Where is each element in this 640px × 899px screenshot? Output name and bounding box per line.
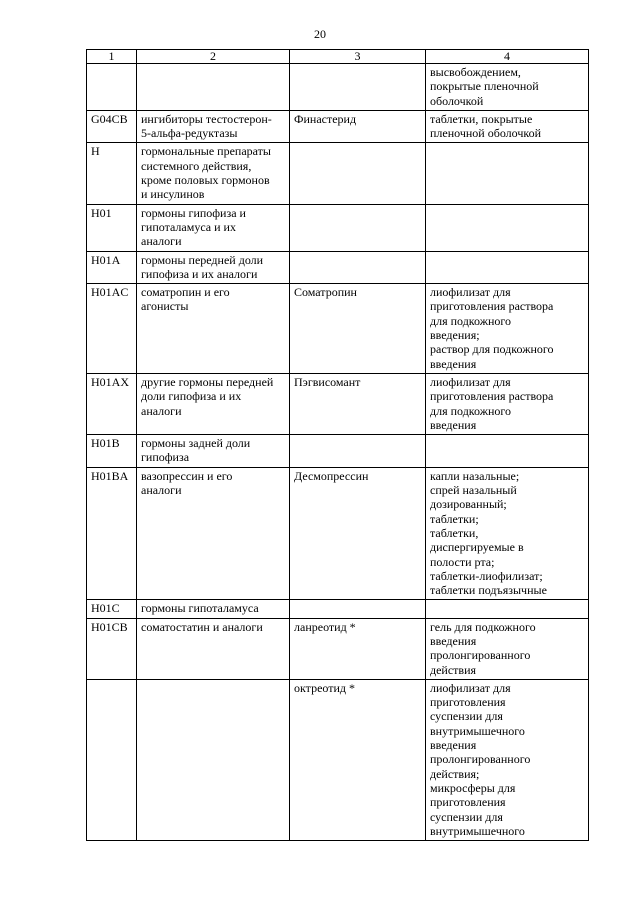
form-cell [426, 204, 589, 251]
form-cell [426, 251, 589, 284]
form-cell: лиофилизат для приготовления раствора для подкожного введения [426, 373, 589, 434]
table-row [87, 204, 589, 251]
group-cell [137, 64, 290, 111]
form-cell [426, 143, 589, 204]
atc-code-cell [87, 64, 137, 111]
medication-table [86, 49, 589, 841]
drug-cell: октреотид * [290, 679, 426, 840]
drug-cell [290, 251, 426, 284]
drug-cell [290, 64, 426, 111]
drug-cell [290, 600, 426, 618]
column-header: 3 [290, 50, 426, 64]
table-row [87, 435, 589, 468]
table-row [87, 373, 589, 434]
table-row [87, 251, 589, 284]
drug-cell [290, 204, 426, 251]
table-header-row [87, 50, 589, 64]
table-row [87, 64, 589, 111]
group-cell: соматропин и его агонисты [137, 284, 290, 374]
group-cell: гормоны передней доли гипофиза и их аналоги [137, 251, 290, 284]
table-row [87, 110, 589, 143]
group-cell: гормональные препараты системного действия, кроме половых гормонов и инсулинов [137, 143, 290, 204]
group-cell: гормоны задней доли гипофиза [137, 435, 290, 468]
group-cell: ингибиторы тестостерон- 5-альфа-редуктазы [137, 110, 290, 143]
table-row [87, 679, 589, 840]
atc-code-cell: H01C [87, 600, 137, 618]
drug-cell: Финастерид [290, 110, 426, 143]
atc-code-cell: G04CB [87, 110, 137, 143]
form-cell: гель для подкожного введения пролонгированного действия [426, 618, 589, 679]
atc-code-cell: H01AC [87, 284, 137, 374]
drug-cell: Пэгвисомант [290, 373, 426, 434]
atc-code-cell: H01B [87, 435, 137, 468]
form-cell: лиофилизат для приготовления суспензии для внутримышечного введения пролонгированного действия; микросферы для приготовления суспензии для внутримышечного [426, 679, 589, 840]
form-cell: таблетки, покрытые пленочной оболочкой [426, 110, 589, 143]
form-cell: высвобождением, покрытые пленочной оболочкой [426, 64, 589, 111]
drug-cell [290, 143, 426, 204]
column-header: 1 [87, 50, 137, 64]
drug-cell: Соматропин [290, 284, 426, 374]
group-cell: другие гормоны передней доли гипофиза и их аналоги [137, 373, 290, 434]
group-cell: гормоны гипоталамуса [137, 600, 290, 618]
form-cell: лиофилизат для приготовления раствора для подкожного введения; раствор для подкожного введения [426, 284, 589, 374]
table-row [87, 143, 589, 204]
group-cell: соматостатин и аналоги [137, 618, 290, 679]
atc-code-cell [87, 679, 137, 840]
drug-cell [290, 435, 426, 468]
table-row [87, 618, 589, 679]
table-row [87, 600, 589, 618]
form-cell [426, 435, 589, 468]
group-cell: вазопрессин и его аналоги [137, 467, 290, 600]
column-header: 4 [426, 50, 589, 64]
column-header: 2 [137, 50, 290, 64]
atc-code-cell: H01CB [87, 618, 137, 679]
atc-code-cell: H01A [87, 251, 137, 284]
table-row [87, 467, 589, 600]
group-cell [137, 679, 290, 840]
atc-code-cell: H01BA [87, 467, 137, 600]
page-number: 20 [314, 27, 326, 41]
form-cell [426, 600, 589, 618]
drug-cell: Десмопрессин [290, 467, 426, 600]
atc-code-cell: H01AX [87, 373, 137, 434]
table-row [87, 284, 589, 374]
group-cell: гормоны гипофиза и гипоталамуса и их аналоги [137, 204, 290, 251]
drug-cell: ланреотид * [290, 618, 426, 679]
form-cell: капли назальные; спрей назальный дозированный; таблетки; таблетки, диспергируемые в полости рта; таблетки-лиофилизат; таблетки подъязычные [426, 467, 589, 600]
atc-code-cell: H [87, 143, 137, 204]
atc-code-cell: H01 [87, 204, 137, 251]
